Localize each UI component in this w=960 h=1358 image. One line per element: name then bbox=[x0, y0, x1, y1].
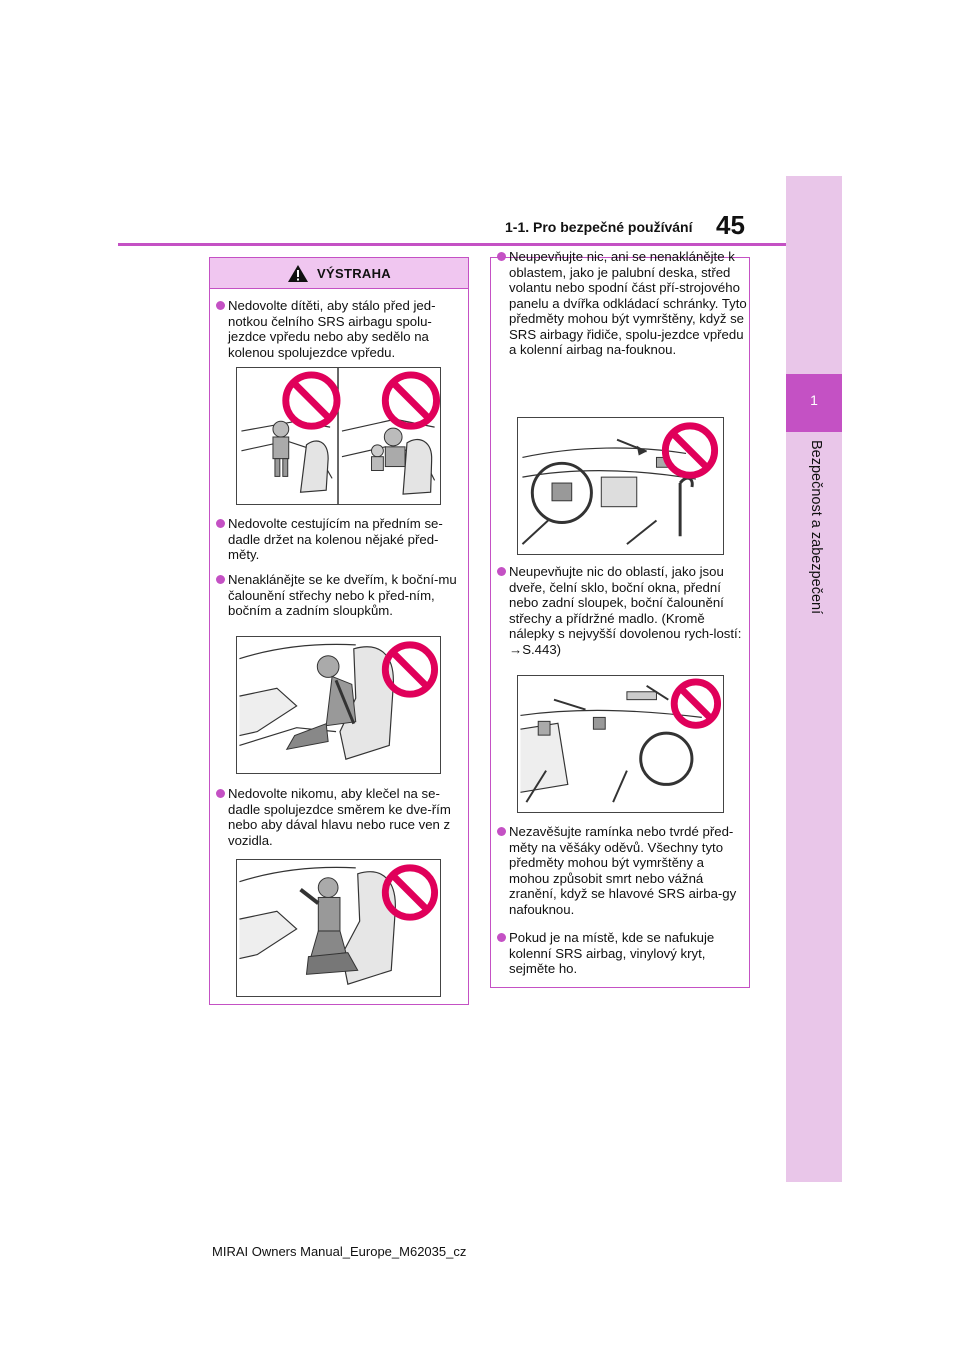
window-pillar-objects-illustration bbox=[517, 675, 724, 813]
warning-item-text: Nedovolte dítěti, aby stálo před jed-notkou čelního SRS airbagu spolu-jezdce vpředu nebo aby sedělo na kolenou spolujezdce vpředu. bbox=[228, 298, 436, 360]
warning-item bbox=[216, 516, 466, 563]
page-number: 45 bbox=[716, 210, 745, 240]
warning-item-text: Nedovolte nikomu, aby klečel na se-dadle spolujezdce směrem ke dve-řím nebo aby dával hlavu nebo ruce ven z vozidla. bbox=[228, 786, 451, 848]
warning-item bbox=[216, 572, 466, 619]
bullet-icon bbox=[497, 827, 506, 836]
warning-panel bbox=[209, 257, 469, 1005]
warning-header bbox=[210, 258, 468, 289]
kneeling-on-seat-illustration bbox=[236, 859, 441, 997]
warning-title: VÝSTRAHA bbox=[317, 265, 391, 281]
bullet-icon bbox=[497, 252, 506, 261]
warning-item-text: Nezavěšujte ramínka nebo tvrdé před-měty na věšáky oděvů. Všechny tyto předměty mohou být vymrštěny a mohou způsobit smrt nebo vážná zranění, když se hlavové SRS airba-gy nafouknou. bbox=[509, 824, 737, 917]
section-title: 1-1. Pro bezpečné používání bbox=[505, 219, 693, 235]
warning-item bbox=[497, 249, 747, 358]
bullet-icon bbox=[216, 519, 225, 528]
leaning-on-door-illustration bbox=[236, 636, 441, 774]
child-in-front-of-airbag-illustration bbox=[236, 367, 441, 505]
warning-item bbox=[216, 298, 466, 360]
warning-item-text: Pokud je na místě, kde se nafukuje kolenní SRS airbag, vinylový kryt, sejměte ho. bbox=[509, 930, 715, 976]
warning-item bbox=[497, 564, 747, 657]
warning-item-text: Neupevňujte nic do oblastí, jako jsou dveře, čelní sklo, boční okna, přední nebo zadní sloupek, boční čalounění střechy a přídržné madlo. (Kromě nálepky s nejvyšší dovolenou rych-lostí: →S.443) bbox=[509, 564, 742, 657]
warning-triangle-icon bbox=[287, 264, 309, 283]
warning-item-text: Nedovolte cestujícím na předním se-dadle držet na kolenou nějaké před-měty. bbox=[228, 516, 443, 562]
header-rule bbox=[118, 243, 786, 246]
warning-item-text: Neupevňujte nic, ani se nenaklánějte k oblastem, jako je palubní deska, střed volantu nebo spodní část pří-strojového panelu a dvířka odkládací schránky. Tyto předměty mohou být vymrštěny, když se SRS airbagy řidiče, spolu-jezdce vpředu a kolenní airbag na-fouknou. bbox=[509, 249, 747, 357]
chapter-title: Bezpečnost a zabezpečení bbox=[808, 440, 824, 615]
bullet-icon bbox=[497, 567, 506, 576]
bullet-icon bbox=[216, 789, 225, 798]
side-tab bbox=[786, 176, 842, 1182]
warning-item-text: Nenaklánějte se ke dveřím, k boční-mu čalounění střechy nebo k před-ním, bočním a zadním sloupkům. bbox=[228, 572, 457, 618]
warning-item bbox=[216, 786, 466, 848]
warning-panel-continued bbox=[490, 249, 750, 988]
dashboard-objects-illustration bbox=[517, 417, 724, 555]
bullet-icon bbox=[497, 933, 506, 942]
chapter-number: 1 bbox=[810, 392, 818, 408]
warning-item bbox=[497, 930, 747, 977]
warning-item bbox=[497, 824, 747, 917]
bullet-icon bbox=[216, 575, 225, 584]
bullet-icon bbox=[216, 301, 225, 310]
footer-text: MIRAI Owners Manual_Europe_M62035_cz bbox=[212, 1244, 467, 1259]
